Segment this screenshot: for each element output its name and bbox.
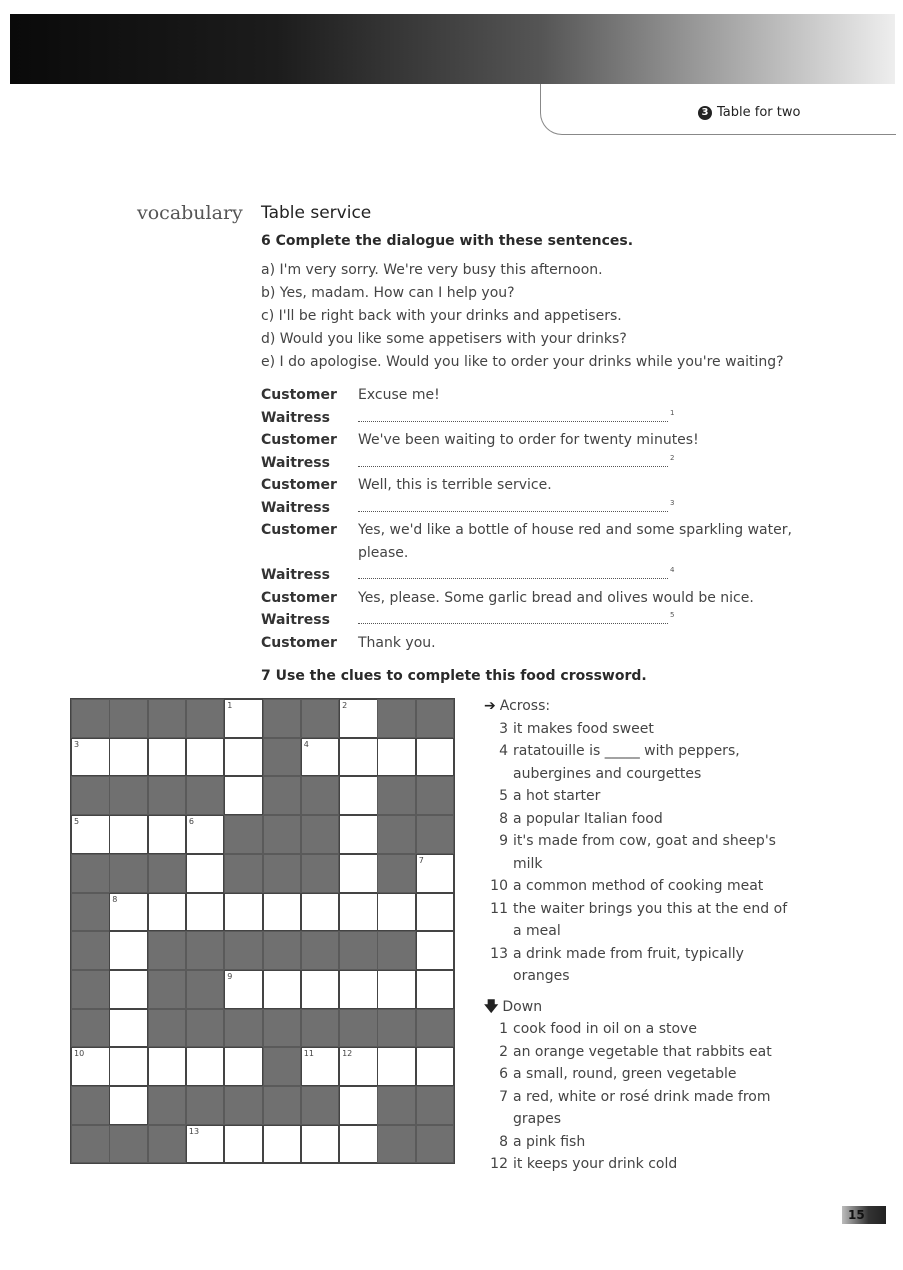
crossword-cell[interactable] [416, 970, 455, 1009]
clue-number: 2 [499, 1043, 508, 1060]
page-number: 15 [842, 1206, 886, 1224]
clue-number: 12 [342, 1049, 353, 1059]
dialogue-line [261, 519, 798, 564]
clue-item [484, 1131, 788, 1154]
clue-text: the waiter brings you this at the end of a meal [513, 900, 788, 939]
sentence-options [261, 259, 784, 374]
crossword-cell[interactable] [148, 1047, 187, 1086]
blank-number: 2 [670, 453, 675, 462]
crossword-block [263, 854, 302, 893]
crossword-cell[interactable] [109, 815, 148, 854]
crossword-cell[interactable] [339, 893, 378, 932]
dialogue-line [261, 632, 798, 655]
crossword-block [109, 776, 148, 815]
option-b: b) Yes, madam. How can I help you? [261, 285, 515, 301]
crossword-block [186, 776, 225, 815]
crossword-cell[interactable] [71, 815, 110, 854]
clue-item [484, 740, 788, 785]
crossword-block [377, 1125, 416, 1164]
crossword-cell[interactable] [109, 893, 148, 932]
crossword-block [263, 738, 302, 777]
down-clues [484, 1018, 788, 1176]
clue-number: 7 [418, 855, 424, 865]
section-title: Table service [261, 203, 372, 223]
crossword-block [148, 699, 187, 738]
crossword-block [301, 815, 340, 854]
clue-item [484, 1086, 788, 1131]
crossword-block [109, 699, 148, 738]
crossword-cell[interactable] [186, 854, 225, 893]
clue-number: 11 [303, 1049, 314, 1059]
crossword-block [263, 931, 302, 970]
utterance: Thank you. [358, 634, 436, 651]
answer-blank[interactable] [358, 497, 798, 520]
dialogue-line [261, 384, 798, 407]
crossword-cell[interactable] [148, 893, 187, 932]
answer-blank[interactable] [358, 609, 798, 632]
clue-text: it keeps your drink cold [513, 1156, 678, 1172]
crossword-block [377, 699, 416, 738]
dialogue-line [261, 452, 798, 475]
crossword-block [71, 1125, 110, 1164]
clue-text: a common method of cooking meat [513, 878, 764, 894]
crossword-block [416, 776, 455, 815]
crossword-block [186, 970, 225, 1009]
crossword-cell[interactable] [377, 1047, 416, 1086]
speaker-label: Waitress [261, 612, 330, 628]
clue-number: 4 [303, 739, 309, 749]
answer-blank[interactable] [358, 452, 798, 475]
clue-item [484, 1063, 788, 1086]
clue-number: 12 [490, 1156, 508, 1172]
crossword-cell[interactable] [416, 738, 455, 777]
crossword-cell[interactable] [416, 854, 455, 893]
across-clues [484, 718, 788, 988]
answer-blank[interactable] [358, 564, 798, 587]
blank-number: 4 [670, 566, 675, 574]
crossword-block [148, 854, 187, 893]
dialogue-line [261, 497, 798, 520]
clue-number: 3 [74, 739, 80, 749]
dialogue-line [261, 609, 798, 632]
crossword-block [339, 931, 378, 970]
crossword-block [377, 815, 416, 854]
crossword-block [416, 1125, 455, 1164]
clue-text: cook food in oil on a stove [513, 1021, 697, 1037]
clue-text: an orange vegetable that rabbits eat [513, 1043, 772, 1060]
crossword-block [148, 776, 187, 815]
clue-number: 7 [499, 1088, 508, 1105]
crossword-block [71, 931, 110, 970]
crossword-block [263, 776, 302, 815]
crossword-cell[interactable] [416, 1047, 455, 1086]
crossword-block [263, 1009, 302, 1048]
crossword-block [71, 1086, 110, 1125]
clue-number: 11 [490, 900, 508, 917]
down-label: Down [502, 998, 543, 1015]
crossword-cell[interactable] [224, 970, 263, 1009]
clue-text: a small, round, green vegetable [513, 1066, 737, 1082]
crossword-block [71, 1009, 110, 1048]
clue-text: it makes food sweet [513, 720, 654, 737]
dialogue-line [261, 587, 798, 610]
crossword-cell[interactable] [301, 1047, 340, 1086]
clue-number: 3 [499, 720, 508, 737]
crossword-cell[interactable] [186, 815, 225, 854]
clue-number: 13 [490, 945, 508, 962]
crossword-cell[interactable] [148, 738, 187, 777]
clue-item [484, 1041, 788, 1064]
crossword-block [301, 776, 340, 815]
crossword-cell[interactable] [416, 931, 455, 970]
exercise-6-heading: 6 Complete the dialogue with these sentences. [261, 233, 634, 249]
crossword-cell[interactable] [186, 893, 225, 932]
crossword-cell[interactable] [263, 1125, 302, 1164]
crossword-block [377, 776, 416, 815]
crossword-block [71, 970, 110, 1009]
clue-text: it's made from cow, goat and sheep's milk [513, 833, 776, 872]
clue-number: 5 [74, 817, 80, 827]
crossword-cell[interactable] [71, 738, 110, 777]
crossword-block [301, 931, 340, 970]
crossword-block [224, 931, 263, 970]
crossword-cell[interactable] [186, 738, 225, 777]
crossword-block [109, 854, 148, 893]
crossword-cell[interactable] [109, 931, 148, 970]
dotted-line [358, 578, 668, 579]
clue-number: 8 [112, 894, 118, 904]
crossword-block [186, 699, 225, 738]
crossword-block [148, 1086, 187, 1125]
crossword-cell[interactable] [109, 1086, 148, 1125]
crossword-cell[interactable] [339, 738, 378, 777]
crossword-block [301, 699, 340, 738]
crossword-block [71, 776, 110, 815]
crossword-block [263, 1047, 302, 1086]
exercise-7-heading: 7 Use the clues to complete this food crossword. [261, 668, 647, 684]
clue-number: 1 [227, 701, 233, 710]
crossword-block [224, 1086, 263, 1125]
clue-number: 5 [499, 788, 508, 804]
speaker-label: Waitress [261, 454, 330, 471]
crossword-cell[interactable] [263, 970, 302, 1009]
down-heading [484, 996, 788, 1019]
crossword-cell[interactable] [339, 815, 378, 854]
crossword-block [224, 815, 263, 854]
header-banner [10, 14, 895, 84]
crossword-block [263, 1086, 302, 1125]
utterance: Yes, we'd like a bottle of house red and some sparkling water, please. [358, 522, 792, 561]
crossword-cell[interactable] [224, 738, 263, 777]
clue-item [484, 1018, 788, 1041]
crossword-block [339, 1009, 378, 1048]
crossword-block [109, 1125, 148, 1164]
blank-number: 5 [670, 611, 675, 619]
crossword-cell[interactable] [109, 738, 148, 777]
clue-number: 6 [499, 1066, 508, 1082]
crossword-cell[interactable] [224, 893, 263, 932]
blank-number: 1 [670, 408, 675, 417]
clue-text: a red, white or rosé drink made from grapes [513, 1088, 771, 1127]
dotted-line [358, 623, 668, 624]
clue-text: a pink fish [513, 1133, 586, 1150]
crossword-cell[interactable] [224, 776, 263, 815]
speaker-label: Customer [261, 387, 337, 403]
section-tag: vocabulary [137, 202, 243, 224]
crossword-block [148, 931, 187, 970]
across-label: Across: [499, 698, 551, 714]
clue-item [484, 875, 788, 898]
crossword-cell[interactable] [301, 970, 340, 1009]
clue-text: a hot starter [513, 788, 601, 804]
dialogue-line [261, 407, 798, 430]
clue-number: 6 [188, 817, 194, 827]
dialogue-line [261, 429, 798, 452]
crossword-block [186, 1086, 225, 1125]
crossword-cell[interactable] [301, 1125, 340, 1164]
crossword-block [263, 699, 302, 738]
clue-number: 4 [499, 743, 508, 759]
crossword-clues [484, 695, 788, 1176]
speaker-label: Waitress [261, 567, 330, 583]
utterance: Yes, please. Some garlic bread and olives would be nice. [358, 589, 754, 606]
utterance: Excuse me! [358, 387, 440, 403]
crossword-cell[interactable] [339, 776, 378, 815]
clue-number: 1 [499, 1021, 508, 1037]
dotted-line [358, 466, 668, 467]
crossword-block [186, 931, 225, 970]
crossword-block [71, 699, 110, 738]
crossword-block [148, 1125, 187, 1164]
crossword-block [301, 854, 340, 893]
crossword-cell[interactable] [339, 970, 378, 1009]
crossword-cell[interactable] [377, 738, 416, 777]
clue-text: ratatouille is _____ with peppers, aubergines and courgettes [513, 743, 740, 782]
crossword-cell[interactable] [186, 1125, 225, 1164]
crossword-cell[interactable] [377, 893, 416, 932]
crossword-block [416, 1009, 455, 1048]
clue-item [484, 718, 788, 741]
clue-number: 9 [499, 833, 508, 849]
crossword-block [148, 1009, 187, 1048]
crossword-cell[interactable] [109, 1047, 148, 1086]
crossword-cell[interactable] [339, 1086, 378, 1125]
crossword-block [377, 1009, 416, 1048]
crossword-cell[interactable] [109, 970, 148, 1009]
clue-number: 10 [74, 1049, 85, 1059]
clue-item [484, 785, 788, 808]
clue-item [484, 808, 788, 831]
crossword-cell[interactable] [377, 970, 416, 1009]
crossword-block [416, 815, 455, 854]
crossword-block [71, 893, 110, 932]
crossword-block [263, 815, 302, 854]
crossword-cell[interactable] [339, 1047, 378, 1086]
clue-text: a drink made from fruit, typically oranges [513, 945, 744, 984]
clue-number: 10 [490, 878, 508, 894]
utterance: Well, this is terrible service. [358, 477, 552, 493]
clue-text: a popular Italian food [513, 810, 663, 827]
speaker-label: Waitress [261, 409, 330, 426]
crossword-cell[interactable] [263, 893, 302, 932]
clue-item [484, 898, 788, 943]
clue-number: 2 [342, 701, 348, 710]
crossword-cell[interactable] [339, 699, 378, 738]
crossword-cell[interactable] [109, 1009, 148, 1048]
dialogue-line [261, 564, 798, 587]
utterance: We've been waiting to order for twenty minutes! [358, 432, 699, 448]
crossword-cell[interactable] [186, 1047, 225, 1086]
speaker-label: Customer [261, 522, 337, 538]
speaker-label: Customer [261, 589, 337, 606]
chapter-title: Table for two [717, 105, 801, 120]
clue-item [484, 1153, 788, 1176]
clue-item [484, 830, 788, 875]
option-c: c) I'll be right back with your drinks and appetisers. [261, 308, 622, 324]
dotted-line [358, 511, 668, 512]
clue-item [484, 943, 788, 988]
crossword-block [377, 931, 416, 970]
clue-number: 8 [499, 1133, 508, 1150]
crossword-block [416, 1086, 455, 1125]
clue-number: 8 [499, 810, 508, 827]
answer-blank[interactable] [358, 407, 798, 430]
option-d: d) Would you like some appetisers with your drinks? [261, 331, 627, 347]
crossword-cell[interactable] [148, 815, 187, 854]
crossword-block [148, 970, 187, 1009]
speaker-label: Customer [261, 432, 337, 448]
crossword-block [301, 1086, 340, 1125]
crossword-cell[interactable] [339, 854, 378, 893]
clue-number: 9 [227, 971, 233, 981]
crossword-block [224, 854, 263, 893]
crossword-cell[interactable] [71, 1047, 110, 1086]
clue-number: 13 [188, 1126, 200, 1136]
crossword-cell[interactable] [416, 893, 455, 932]
right-arrow-icon: ➔ [484, 698, 496, 714]
crossword-block [301, 1009, 340, 1048]
dialogue [261, 384, 798, 654]
crossword-cell[interactable] [224, 699, 263, 738]
crossword-block [186, 1009, 225, 1048]
chapter-number-badge: 3 [698, 106, 712, 120]
option-a: a) I'm very sorry. We're very busy this afternoon. [261, 262, 603, 278]
dialogue-line [261, 474, 798, 497]
option-e: e) I do apologise. Would you like to order your drinks while you're waiting? [261, 354, 784, 370]
crossword-cell[interactable] [301, 893, 340, 932]
blank-number: 3 [670, 498, 675, 507]
crossword-block [71, 854, 110, 893]
speaker-label: Customer [261, 634, 337, 651]
crossword-block [377, 854, 416, 893]
down-arrow-icon: 🡇 [484, 998, 499, 1015]
crossword-block [416, 699, 455, 738]
crossword-cell[interactable] [224, 1125, 263, 1164]
speaker-label: Waitress [261, 499, 330, 516]
crossword-grid [70, 698, 455, 1164]
crossword-cell[interactable] [301, 738, 340, 777]
speaker-label: Customer [261, 477, 337, 493]
crossword-cell[interactable] [339, 1125, 378, 1164]
crossword-block [377, 1086, 416, 1125]
dotted-line [358, 421, 668, 422]
across-heading [484, 695, 788, 718]
crossword-block [224, 1009, 263, 1048]
chapter-label [698, 105, 800, 120]
crossword-cell[interactable] [224, 1047, 263, 1086]
